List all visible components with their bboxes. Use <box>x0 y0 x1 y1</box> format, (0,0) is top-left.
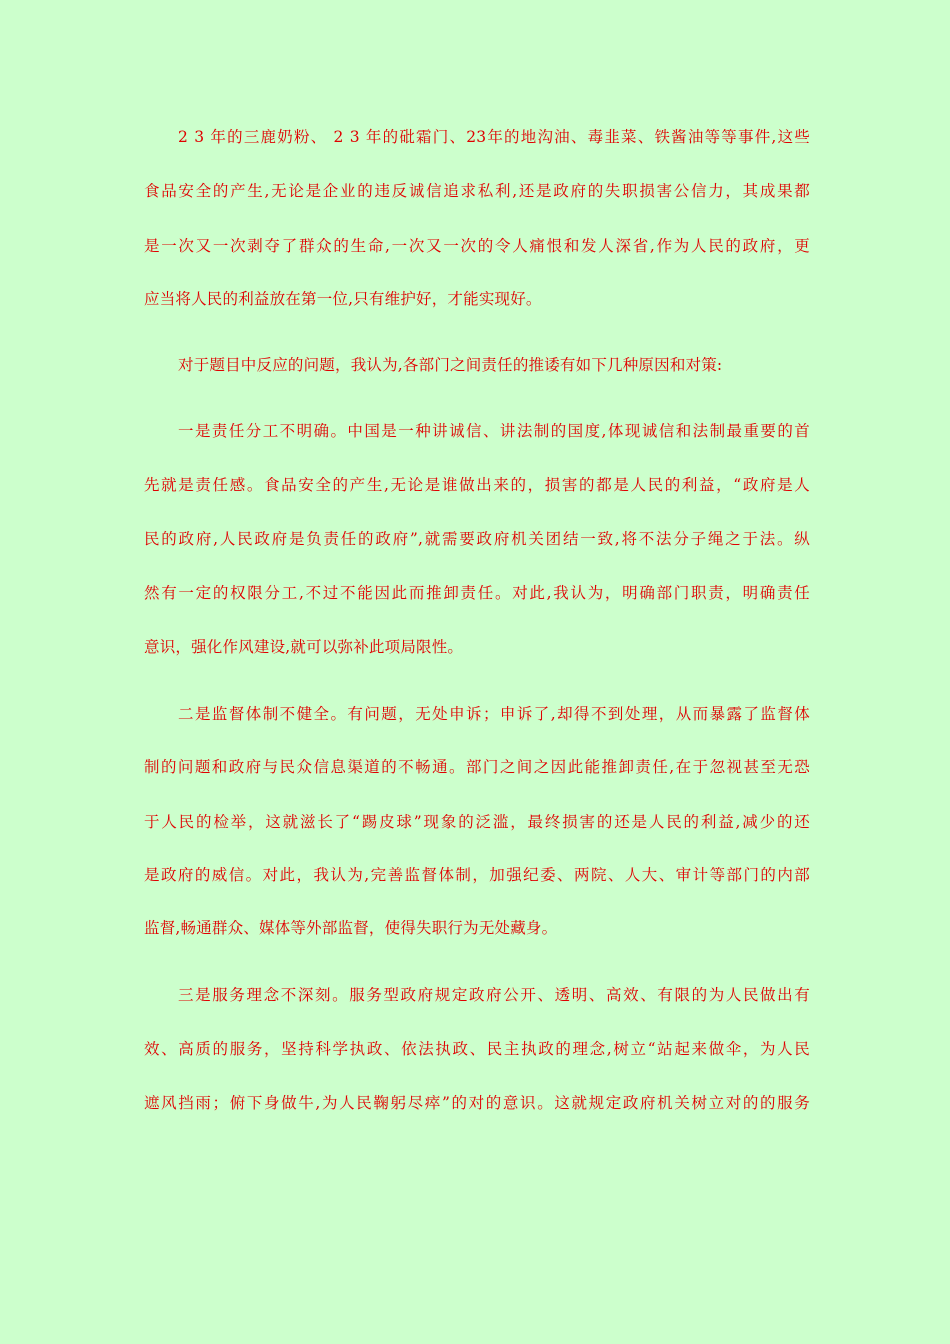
paragraph-3-line-4: 然有一定的权限分工,不过不能因此而推卸责任。对此,我认为，明确部门职责，明确责任 <box>144 584 810 602</box>
paragraph-1-line-4: 应当将人民的利益放在第一位,只有维护好，才能实现好。 <box>144 290 542 308</box>
paragraph-4-line-3: 于人民的检举，这就滋长了“踢皮球”现象的泛滥，最终损害的还是人民的利益,减少的还 <box>144 813 810 831</box>
paragraph-5-line-2: 效、高质的服务，坚持科学执政、依法执政、民主执政的理念,树立“站起来做伞，为人民 <box>144 1040 810 1058</box>
paragraph-1-line-2: 食品安全的产生,无论是企业的违反诚信追求私利,还是政府的失职损害公信力，其成果都 <box>144 182 810 200</box>
paragraph-4-line-4: 是政府的威信。对此，我认为,完善监督体制，加强纪委、两院、人大、审计等部门的内部 <box>144 866 810 884</box>
paragraph-1-line-1: 2 3 年的三鹿奶粉、 2 3 年的砒霜门、23年的地沟油、毒韭菜、铁酱油等等事件,这些 <box>178 128 810 146</box>
paragraph-3-line-5: 意识，强化作风建设,就可以弥补此项局限性。 <box>144 638 464 656</box>
paragraph-2-line-1: 对于题目中反应的问题，我认为,各部门之间责任的推诿有如下几种原因和对策: <box>178 356 723 374</box>
paragraph-5-line-1: 三是服务理念不深刻。服务型政府规定政府公开、透明、高效、有限的为人民做出有 <box>178 986 810 1004</box>
paragraph-5-line-3: 遮风挡雨；俯下身做牛,为人民鞠躬尽瘁”的对的意识。这就规定政府机关树立对的的服务 <box>144 1094 810 1112</box>
paragraph-4-line-1: 二是监督体制不健全。有问题，无处申诉；申诉了,却得不到处理，从而暴露了监督体 <box>178 705 810 723</box>
paragraph-3-line-2: 先就是责任感。食品安全的产生,无论是谁做出来的，损害的都是人民的利益，“政府是人 <box>144 476 810 494</box>
paragraph-3-line-1: 一是责任分工不明确。中国是一种讲诚信、讲法制的国度,体现诚信和法制最重要的首 <box>178 422 810 440</box>
paragraph-4-line-5: 监督,畅通群众、媒体等外部监督，使得失职行为无处藏身。 <box>144 919 558 937</box>
paragraph-1-line-3: 是一次又一次剥夺了群众的生命,一次又一次的令人痛恨和发人深省,作为人民的政府，更 <box>144 237 810 255</box>
paragraph-4-line-2: 制的问题和政府与民众信息渠道的不畅通。部门之间之因此能推卸责任,在于忽视甚至无恐 <box>144 758 810 776</box>
paragraph-3-line-3: 民的政府,人民政府是负责任的政府”,就需要政府机关团结一致,将不法分子绳之于法。纵 <box>144 530 810 548</box>
